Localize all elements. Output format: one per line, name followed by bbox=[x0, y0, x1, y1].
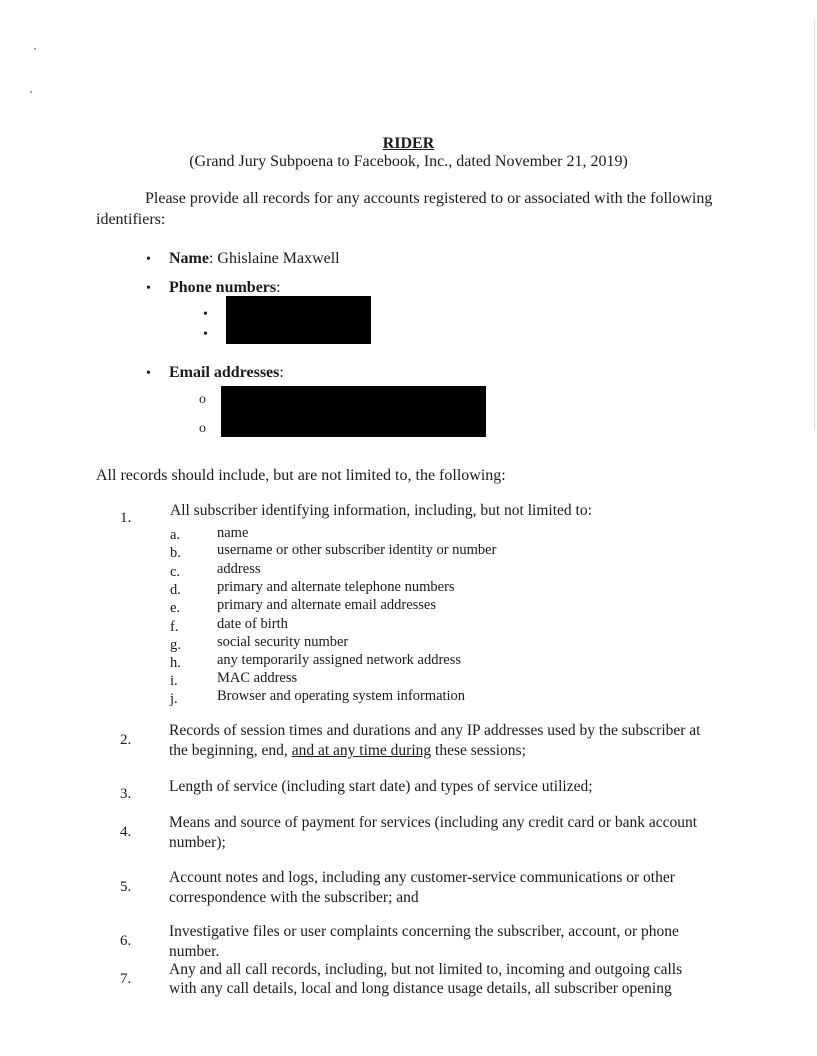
redaction-box-phone bbox=[226, 296, 371, 344]
scan-speck bbox=[30, 91, 32, 93]
subitem-letter: b. bbox=[170, 545, 181, 561]
item-text-pre: the beginning, end, bbox=[169, 742, 292, 759]
item-number: 6. bbox=[120, 933, 132, 949]
item-text-line-1: Any and all call records, including, but not limited to, incoming and outgoing calls bbox=[169, 961, 683, 978]
subitem-letter: i. bbox=[170, 673, 178, 689]
item-text: All subscriber identifying information, including, but not limited to: bbox=[170, 502, 592, 519]
sub-bullet-circle-icon: o bbox=[199, 392, 206, 407]
subitem-text: username or other subscriber identity or number bbox=[217, 542, 497, 558]
item-number: 3. bbox=[120, 786, 132, 802]
sub-bullet-circle-icon: o bbox=[199, 421, 206, 436]
subitem-text: Browser and operating system information bbox=[217, 688, 466, 704]
email-suffix: : bbox=[279, 364, 284, 381]
document-subtitle: (Grand Jury Subpoena to Facebook, Inc., dated November 21, 2019) bbox=[189, 153, 628, 170]
subitem-letter: d. bbox=[170, 582, 181, 598]
bullet-icon: • bbox=[146, 281, 151, 296]
name-value: : Ghislaine Maxwell bbox=[208, 250, 340, 267]
subitem-letter: c. bbox=[170, 564, 181, 580]
item-number: 2. bbox=[120, 732, 132, 748]
item-text-line-1: Length of service (including start date) and types of service utilized; bbox=[169, 778, 593, 795]
subitem-letter: h. bbox=[170, 655, 181, 671]
item-text-underlined: and at any time during bbox=[291, 742, 432, 759]
subitem-text: primary and alternate telephone numbers bbox=[217, 579, 455, 595]
item-number: 5. bbox=[120, 879, 132, 895]
subitem-text: primary and alternate email addresses bbox=[217, 597, 437, 613]
item-number: 7. bbox=[120, 971, 132, 987]
intro-line-2: identifiers: bbox=[96, 211, 166, 228]
name-label: Name bbox=[169, 250, 209, 267]
item-text-line-2: with any call details, local and long distance usage details, all subscriber opening bbox=[169, 980, 672, 997]
scan-edge-line bbox=[814, 20, 815, 430]
subitem-letter: j. bbox=[170, 691, 178, 707]
item-number: 1. bbox=[120, 510, 132, 526]
item-text-line-1: Investigative files or user complaints concerning the subscriber, account, or phone bbox=[169, 923, 679, 940]
bullet-icon: • bbox=[146, 366, 151, 381]
intro-line-1: Please provide all records for any accounts registered to or associated with the following bbox=[145, 190, 713, 207]
item-text-line-2 bbox=[169, 742, 526, 760]
subitem-text: any temporarily assigned network address bbox=[217, 652, 462, 668]
identifier-name bbox=[169, 249, 340, 269]
identifier-phone bbox=[169, 278, 281, 298]
item-text-line-2: number. bbox=[169, 943, 220, 960]
subitem-text: MAC address bbox=[217, 670, 298, 686]
phone-label: Phone numbers bbox=[169, 279, 277, 296]
subitem-letter: e. bbox=[170, 600, 181, 616]
redaction-box-email bbox=[221, 386, 486, 437]
item-number: 4. bbox=[120, 824, 132, 840]
item-text-line-1: Records of session times and durations and any IP addresses used by the subscriber at bbox=[169, 722, 701, 739]
phone-suffix: : bbox=[276, 279, 281, 296]
scan-speck bbox=[34, 48, 36, 50]
subitem-letter: f. bbox=[170, 619, 179, 635]
subitem-letter: g. bbox=[170, 637, 181, 653]
subitem-text: social security number bbox=[217, 634, 349, 650]
item-text-line-2: correspondence with the subscriber; and bbox=[169, 889, 419, 906]
identifier-email bbox=[169, 363, 284, 383]
item-text-line-1: Means and source of payment for services (including any credit card or bank account bbox=[169, 814, 698, 831]
item-text-line-2: number); bbox=[169, 834, 226, 851]
subitem-text: date of birth bbox=[217, 616, 288, 632]
bullet-icon: • bbox=[146, 252, 151, 267]
document-title: RIDER bbox=[382, 135, 435, 152]
sub-bullet-icon: • bbox=[203, 307, 208, 322]
email-label: Email addresses bbox=[169, 364, 280, 381]
subitem-letter: a. bbox=[170, 527, 181, 543]
sub-bullet-icon: • bbox=[203, 327, 208, 342]
item-text-post: these sessions; bbox=[431, 742, 526, 759]
item-text-line-1: Account notes and logs, including any customer-service communications or other bbox=[169, 869, 675, 886]
subitem-text: name bbox=[217, 525, 249, 541]
records-intro: All records should include, but are not limited to, the following: bbox=[96, 467, 506, 484]
subitem-text: address bbox=[217, 561, 261, 577]
